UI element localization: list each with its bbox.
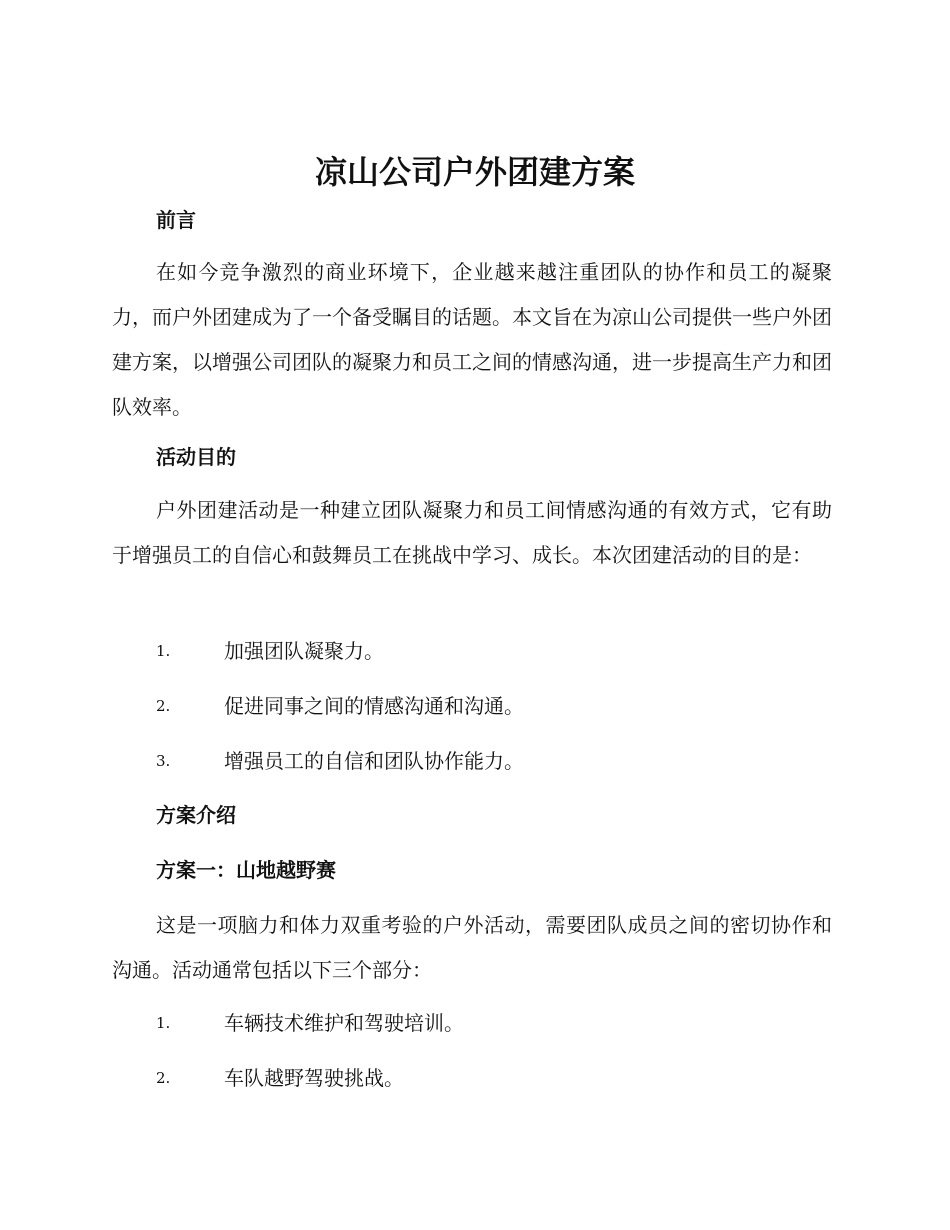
list-item-number: 2. xyxy=(156,697,171,715)
list-item-text: 加强团队凝聚力。 xyxy=(224,639,384,663)
paragraph-purpose: 户外团建活动是一种建立团队凝聚力和员工间情感沟通的有效方式，它有助于增强员工的自信心和鼓舞员工在挑战中学习、成长。本次团建活动的目的是： xyxy=(112,498,832,567)
list-item-number: 2. xyxy=(156,1069,171,1087)
list-item-number: 3. xyxy=(156,752,171,770)
section-heading-plans: 方案介绍 xyxy=(156,803,236,827)
section-heading-preface: 前言 xyxy=(156,208,196,232)
list-item-number: 1. xyxy=(156,1014,171,1032)
document-title: 凉山公司户外团建方案 xyxy=(314,153,635,191)
section-heading-purpose: 活动目的 xyxy=(156,445,236,469)
list-item-number: 1. xyxy=(156,642,171,660)
list-item-text: 促进同事之间的情感沟通和沟通。 xyxy=(224,694,524,718)
paragraph-plan-one: 这是一项脑力和体力双重考验的户外活动，需要团队成员之间的密切协作和沟通。活动通常包括以下三个部分： xyxy=(112,913,832,982)
subsection-heading-plan-one: 方案一：山地越野赛 xyxy=(156,858,336,882)
list-item-text: 车辆技术维护和驾驶培训。 xyxy=(224,1011,464,1035)
paragraph-preface: 在如今竞争激烈的商业环境下，企业越来越注重团队的协作和员工的凝聚力，而户外团建成为了一个备受瞩目的话题。本文旨在为凉山公司提供一些户外团建方案，以增强公司团队的凝聚力和员工之间的情感沟通，进一步提高生产力和团队效率。 xyxy=(112,260,832,419)
list-item-text: 车队越野驾驶挑战。 xyxy=(224,1066,404,1090)
list-item-text: 增强员工的自信和团队协作能力。 xyxy=(224,749,524,773)
